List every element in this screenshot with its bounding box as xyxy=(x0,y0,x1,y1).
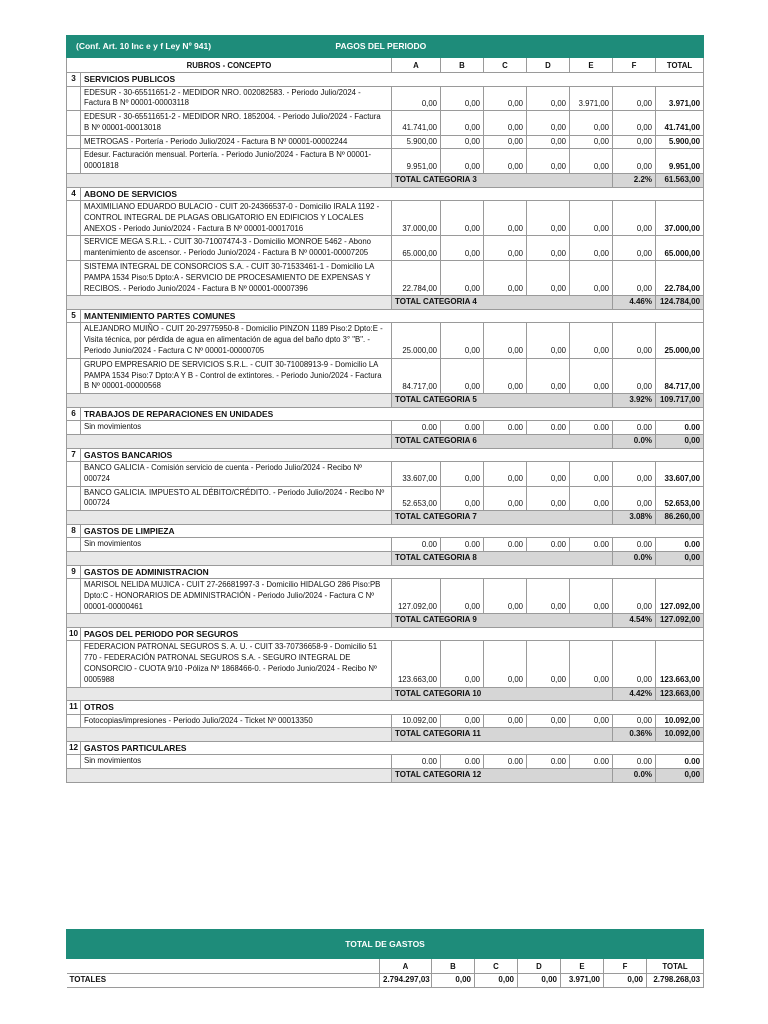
category-percent: 4.54% xyxy=(613,614,656,628)
total-expenses-box xyxy=(66,929,703,988)
value-d: 0,00 xyxy=(527,201,570,236)
table-row xyxy=(67,714,704,728)
value-c: 0,00 xyxy=(484,135,527,149)
concept-cell: SISTEMA INTEGRAL DE CONSORCIOS S.A. - CUIT 30-71533461-1 - Domicilio LA PAMPA 1534 Piso:5 Dpto:A - SERVICIO DE PROCESAMIENTO DE EXPENSAS Y RECIBOS. - Periodo Junio/2024 - Factura B Nº 00001-00007396 xyxy=(81,261,392,296)
row-total: 41.741,00 xyxy=(656,111,704,136)
value-b: 0,00 xyxy=(441,579,484,614)
category-number: 9 xyxy=(67,565,81,579)
total-spacer xyxy=(67,511,392,525)
value-a: 9.951,00 xyxy=(392,149,441,174)
category-total: 127.092,00 xyxy=(656,614,704,628)
concept-cell: MARISOL NELIDA MUJICA - CUIT 27-26681997-3 - Domicilio HIDALGO 286 Piso:PB Dpto:C - HONORARIOS DE ADMINISTRACIÓN - Periodo Julio/2024 - Factura C Nº 00001-00000461 xyxy=(81,579,392,614)
value-f: 0,00 xyxy=(613,358,656,393)
value-f: 0,00 xyxy=(613,462,656,487)
category-percent: 0.0% xyxy=(613,552,656,566)
row-spacer xyxy=(67,149,81,174)
value-f: 0.00 xyxy=(613,538,656,552)
value-f: 0,00 xyxy=(613,261,656,296)
totals-label: TOTALES xyxy=(67,974,380,988)
value-c: 0,00 xyxy=(484,201,527,236)
value-f: 0,00 xyxy=(613,579,656,614)
value-c: 0,00 xyxy=(484,111,527,136)
concept-cell: FEDERACION PATRONAL SEGUROS S. A. U. - CUIT 33-70736658-9 - Domicilio 51 770 - FEDERACIÓN PATRONAL SEGUROS S.A. - SEGURO INTEGRAL DE CONSORCIO - CUOTA 9/10 -Póliza Nº 1868466-0. - Periodo Junio/2024 - Recibo Nº 0005988 xyxy=(81,641,392,687)
concept-cell: GRUPO EMPRESARIO DE SERVICIOS S.R.L. - CUIT 30-71008913-9 - Domicilio LA PAMPA 1534 Piso:7 Dpto:A Y B - Control de extintores. - Periodo Junio/2024 - Factura B Nº 00001-00000568 xyxy=(81,358,392,393)
value-b: 0,00 xyxy=(441,149,484,174)
category-percent: 3.08% xyxy=(613,511,656,525)
table-row xyxy=(67,236,704,261)
row-total: 25.000,00 xyxy=(656,323,704,358)
total-spacer xyxy=(67,394,392,408)
row-spacer xyxy=(67,714,81,728)
category-total: 10.092,00 xyxy=(656,728,704,742)
row-spacer xyxy=(67,579,81,614)
value-e: 0.00 xyxy=(570,421,613,435)
value-b: 0,00 xyxy=(441,135,484,149)
concept-cell: METROGAS - Portería - Periodo Julio/2024 - Factura B Nº 00001-00002244 xyxy=(81,135,392,149)
row-total: 10.092,00 xyxy=(656,714,704,728)
category-total: 0,00 xyxy=(656,769,704,783)
category-number: 5 xyxy=(67,309,81,323)
row-spacer xyxy=(67,755,81,769)
category-header-row xyxy=(67,565,704,579)
category-total-label: TOTAL CATEGORIA 12 xyxy=(392,769,613,783)
value-d: 0.00 xyxy=(527,538,570,552)
value-a: 41.741,00 xyxy=(392,111,441,136)
table-row xyxy=(67,486,704,511)
row-total: 0.00 xyxy=(656,421,704,435)
totals-d: 0,00 xyxy=(518,974,561,988)
value-a: 84.717,00 xyxy=(392,358,441,393)
value-d: 0,00 xyxy=(527,486,570,511)
value-d: 0,00 xyxy=(527,111,570,136)
payments-table xyxy=(66,35,704,783)
value-c: 0.00 xyxy=(484,538,527,552)
value-a: 5.900,00 xyxy=(392,135,441,149)
total-spacer xyxy=(67,435,392,449)
value-b: 0,00 xyxy=(441,486,484,511)
value-b: 0.00 xyxy=(441,421,484,435)
category-total: 86.260,00 xyxy=(656,511,704,525)
concept-cell: SERVICE MEGA S.R.L. - CUIT 30-71007474-3 - Domicilio MONROE 5462 - Abono mantenimiento de ascensor. - Periodo Junio/2024 - Factura B Nº 00001-00007205 xyxy=(81,236,392,261)
category-total-row xyxy=(67,552,704,566)
value-e: 0,00 xyxy=(570,261,613,296)
value-c: 0,00 xyxy=(484,714,527,728)
category-header-row xyxy=(67,741,704,755)
value-b: 0,00 xyxy=(441,714,484,728)
value-e: 0,00 xyxy=(570,462,613,487)
report-title: PAGOS DEL PERIODO xyxy=(335,41,427,52)
row-spacer xyxy=(67,201,81,236)
value-a: 52.653,00 xyxy=(392,486,441,511)
totals-total: 2.798.268,03 xyxy=(647,974,704,988)
category-total-label: TOTAL CATEGORIA 10 xyxy=(392,687,613,701)
category-name: GASTOS DE ADMINISTRACION xyxy=(81,565,704,579)
category-total-row xyxy=(67,728,704,742)
category-name: MANTENIMIENTO PARTES COMUNES xyxy=(81,309,704,323)
value-b: 0,00 xyxy=(441,462,484,487)
table-row xyxy=(67,421,704,435)
value-f: 0,00 xyxy=(613,486,656,511)
category-name: SERVICIOS PUBLICOS xyxy=(81,73,704,87)
category-total-label: TOTAL CATEGORIA 9 xyxy=(392,614,613,628)
col-header-total: TOTAL xyxy=(656,58,704,73)
row-total: 33.607,00 xyxy=(656,462,704,487)
category-header-row xyxy=(67,309,704,323)
total-spacer xyxy=(67,296,392,310)
value-c: 0,00 xyxy=(484,358,527,393)
col-header-a: A xyxy=(392,58,441,73)
value-a: 10.092,00 xyxy=(392,714,441,728)
value-a: 0.00 xyxy=(392,538,441,552)
category-total-row xyxy=(67,614,704,628)
category-percent: 0.0% xyxy=(613,769,656,783)
value-a: 22.784,00 xyxy=(392,261,441,296)
category-total-row xyxy=(67,296,704,310)
conf-label: (Conf. Art. 10 Inc e y f Ley Nº 941) xyxy=(76,41,212,52)
value-d: 0,00 xyxy=(527,149,570,174)
value-f: 0,00 xyxy=(613,641,656,687)
value-c: 0,00 xyxy=(484,323,527,358)
value-f: 0,00 xyxy=(613,714,656,728)
value-c: 0,00 xyxy=(484,261,527,296)
row-total: 0.00 xyxy=(656,538,704,552)
row-total: 65.000,00 xyxy=(656,236,704,261)
total-spacer xyxy=(67,687,392,701)
table-row xyxy=(67,641,704,687)
category-number: 10 xyxy=(67,627,81,641)
value-a: 0.00 xyxy=(392,421,441,435)
category-total-label: TOTAL CATEGORIA 11 xyxy=(392,728,613,742)
category-total: 61.563,00 xyxy=(656,174,704,188)
value-e: 0,00 xyxy=(570,236,613,261)
concept-cell: BANCO GALICIA - Comisión servicio de cuenta - Periodo Julio/2024 - Recibo Nº 000724 xyxy=(81,462,392,487)
value-d: 0,00 xyxy=(527,714,570,728)
category-header-row xyxy=(67,701,704,715)
concept-cell: Sin movimientos xyxy=(81,755,392,769)
value-f: 0,00 xyxy=(613,201,656,236)
value-d: 0,00 xyxy=(527,86,570,111)
totals-col-e: E xyxy=(561,959,604,974)
category-total-label: TOTAL CATEGORIA 4 xyxy=(392,296,613,310)
category-name: TRABAJOS DE REPARACIONES EN UNIDADES xyxy=(81,407,704,421)
value-d: 0,00 xyxy=(527,579,570,614)
row-spacer xyxy=(67,421,81,435)
value-a: 0.00 xyxy=(392,755,441,769)
value-d: 0,00 xyxy=(527,135,570,149)
table-row xyxy=(67,755,704,769)
value-c: 0,00 xyxy=(484,579,527,614)
value-f: 0,00 xyxy=(613,135,656,149)
table-row xyxy=(67,261,704,296)
category-name: GASTOS BANCARIOS xyxy=(81,448,704,462)
value-b: 0,00 xyxy=(441,201,484,236)
value-d: 0,00 xyxy=(527,236,570,261)
value-b: 0,00 xyxy=(441,111,484,136)
total-spacer xyxy=(67,614,392,628)
category-header-row xyxy=(67,627,704,641)
column-header-row xyxy=(67,58,704,73)
totals-table xyxy=(66,929,704,988)
category-total-label: TOTAL CATEGORIA 8 xyxy=(392,552,613,566)
value-e: 0,00 xyxy=(570,111,613,136)
category-total-row xyxy=(67,435,704,449)
category-number: 4 xyxy=(67,187,81,201)
value-c: 0,00 xyxy=(484,486,527,511)
table-row xyxy=(67,538,704,552)
category-header-row xyxy=(67,407,704,421)
value-e: 0,00 xyxy=(570,201,613,236)
category-percent: 3.92% xyxy=(613,394,656,408)
concept-cell: Fotocopias/impresiones - Periodo Julio/2024 - Ticket Nº 00013350 xyxy=(81,714,392,728)
value-a: 25.000,00 xyxy=(392,323,441,358)
value-f: 0.00 xyxy=(613,755,656,769)
category-total-row xyxy=(67,174,704,188)
value-d: 0,00 xyxy=(527,323,570,358)
value-b: 0,00 xyxy=(441,641,484,687)
table-row xyxy=(67,201,704,236)
table-row xyxy=(67,462,704,487)
category-number: 6 xyxy=(67,407,81,421)
table-row xyxy=(67,135,704,149)
category-header-row xyxy=(67,448,704,462)
total-spacer xyxy=(67,769,392,783)
category-total-label: TOTAL CATEGORIA 6 xyxy=(392,435,613,449)
row-spacer xyxy=(67,538,81,552)
value-c: 0,00 xyxy=(484,86,527,111)
row-total: 9.951,00 xyxy=(656,149,704,174)
value-e: 3.971,00 xyxy=(570,86,613,111)
concept-cell: Edesur. Facturación mensual. Portería. - Periodo Junio/2024 - Factura B Nº 00001-00001818 xyxy=(81,149,392,174)
col-header-c: C xyxy=(484,58,527,73)
totals-c: 0,00 xyxy=(475,974,518,988)
row-spacer xyxy=(67,358,81,393)
category-number: 3 xyxy=(67,73,81,87)
category-total-row xyxy=(67,394,704,408)
totals-row xyxy=(67,974,704,988)
total-spacer xyxy=(67,552,392,566)
totals-b: 0,00 xyxy=(432,974,475,988)
category-percent: 4.42% xyxy=(613,687,656,701)
category-number: 12 xyxy=(67,741,81,755)
row-spacer xyxy=(67,111,81,136)
category-name: GASTOS PARTICULARES xyxy=(81,741,704,755)
row-spacer xyxy=(67,135,81,149)
value-f: 0,00 xyxy=(613,111,656,136)
col-header-b: B xyxy=(441,58,484,73)
table-row xyxy=(67,111,704,136)
row-total: 37.000,00 xyxy=(656,201,704,236)
totals-title: TOTAL DE GASTOS xyxy=(67,930,704,959)
value-a: 65.000,00 xyxy=(392,236,441,261)
category-total: 0,00 xyxy=(656,435,704,449)
category-name: ABONO DE SERVICIOS xyxy=(81,187,704,201)
value-b: 0,00 xyxy=(441,261,484,296)
totals-header-blank xyxy=(67,959,380,974)
table-row xyxy=(67,86,704,111)
value-a: 33.607,00 xyxy=(392,462,441,487)
table-row xyxy=(67,323,704,358)
value-b: 0,00 xyxy=(441,86,484,111)
total-spacer xyxy=(67,174,392,188)
totals-col-c: C xyxy=(475,959,518,974)
totals-col-total: TOTAL xyxy=(647,959,704,974)
col-header-f: F xyxy=(613,58,656,73)
category-total-row xyxy=(67,769,704,783)
totals-header-row xyxy=(67,959,704,974)
category-total-label: TOTAL CATEGORIA 7 xyxy=(392,511,613,525)
value-f: 0,00 xyxy=(613,323,656,358)
categories-body xyxy=(67,73,704,783)
category-total: 0,00 xyxy=(656,552,704,566)
value-a: 127.092,00 xyxy=(392,579,441,614)
row-total: 123.663,00 xyxy=(656,641,704,687)
value-d: 0,00 xyxy=(527,261,570,296)
row-total: 52.653,00 xyxy=(656,486,704,511)
row-spacer xyxy=(67,86,81,111)
value-e: 0,00 xyxy=(570,486,613,511)
category-total: 123.663,00 xyxy=(656,687,704,701)
concept-cell: MAXIMILIANO EDUARDO BULACIO - CUIT 20-24366537-0 - Domicilio IRALA 1192 - CONTROL INTEGRAL DE PLAGAS OBLIGATORIO EN EDIFICIOS Y LOCALES ANEXOS - Periodo Junio/2024 - Factura B Nº 00001-00017016 xyxy=(81,201,392,236)
category-number: 11 xyxy=(67,701,81,715)
col-header-d: D xyxy=(527,58,570,73)
category-total-row xyxy=(67,511,704,525)
concept-cell: EDESUR - 30-65511651-2 - MEDIDOR NRO. 002082583. - Periodo Julio/2024 - Factura B Nº 00001-00003118 xyxy=(81,86,392,111)
totals-col-d: D xyxy=(518,959,561,974)
totals-e: 3.971,00 xyxy=(561,974,604,988)
category-percent: 0.36% xyxy=(613,728,656,742)
value-e: 0,00 xyxy=(570,323,613,358)
row-spacer xyxy=(67,641,81,687)
row-total: 84.717,00 xyxy=(656,358,704,393)
value-c: 0.00 xyxy=(484,421,527,435)
category-header-row xyxy=(67,524,704,538)
col-header-e: E xyxy=(570,58,613,73)
concept-cell: EDESUR - 30-65511651-2 - MEDIDOR NRO. 1852004. - Periodo Julio/2024 - Factura B Nº 00001-00013018 xyxy=(81,111,392,136)
value-e: 0.00 xyxy=(570,755,613,769)
concept-cell: BANCO GALICIA. IMPUESTO AL DÉBITO/CRÉDITO. - Periodo Julio/2024 - Recibo Nº 000724 xyxy=(81,486,392,511)
row-spacer xyxy=(67,323,81,358)
row-total: 5.900,00 xyxy=(656,135,704,149)
value-a: 123.663,00 xyxy=(392,641,441,687)
category-total: 109.717,00 xyxy=(656,394,704,408)
col-header-concept: RUBROS - CONCEPTO xyxy=(67,58,392,73)
value-e: 0,00 xyxy=(570,714,613,728)
totals-col-a: A xyxy=(380,959,432,974)
totals-a: 2.794.297,03 xyxy=(380,974,432,988)
category-number: 8 xyxy=(67,524,81,538)
value-d: 0,00 xyxy=(527,462,570,487)
row-total: 127.092,00 xyxy=(656,579,704,614)
row-spacer xyxy=(67,261,81,296)
value-e: 0.00 xyxy=(570,538,613,552)
concept-cell: Sin movimientos xyxy=(81,421,392,435)
category-percent: 2.2% xyxy=(613,174,656,188)
value-e: 0,00 xyxy=(570,579,613,614)
value-a: 37.000,00 xyxy=(392,201,441,236)
category-name: GASTOS DE LIMPIEZA xyxy=(81,524,704,538)
totals-f: 0,00 xyxy=(604,974,647,988)
table-row xyxy=(67,149,704,174)
value-c: 0,00 xyxy=(484,462,527,487)
value-f: 0.00 xyxy=(613,421,656,435)
value-c: 0.00 xyxy=(484,755,527,769)
totals-col-f: F xyxy=(604,959,647,974)
value-c: 0,00 xyxy=(484,236,527,261)
category-header-row xyxy=(67,187,704,201)
value-f: 0,00 xyxy=(613,149,656,174)
expenses-report xyxy=(66,35,703,783)
value-b: 0,00 xyxy=(441,236,484,261)
totals-col-b: B xyxy=(432,959,475,974)
value-d: 0.00 xyxy=(527,755,570,769)
value-a: 0,00 xyxy=(392,86,441,111)
category-total: 124.784,00 xyxy=(656,296,704,310)
value-c: 0,00 xyxy=(484,149,527,174)
table-row xyxy=(67,579,704,614)
value-f: 0,00 xyxy=(613,236,656,261)
category-total-row xyxy=(67,687,704,701)
value-b: 0,00 xyxy=(441,358,484,393)
value-c: 0,00 xyxy=(484,641,527,687)
row-total: 22.784,00 xyxy=(656,261,704,296)
row-spacer xyxy=(67,486,81,511)
value-d: 0.00 xyxy=(527,421,570,435)
concept-cell: ALEJANDRO MUIÑO - CUIT 20-29775950-8 - Domicilio PINZON 1189 Piso:2 Dpto:E - Visita técnica, por pérdida de agua en alimentación de agua del baño dpto 3° "B". - Periodo Junio/2024 - Factura C Nº 00001-00000705 xyxy=(81,323,392,358)
category-percent: 0.0% xyxy=(613,435,656,449)
row-spacer xyxy=(67,462,81,487)
value-e: 0,00 xyxy=(570,149,613,174)
value-e: 0,00 xyxy=(570,135,613,149)
value-d: 0,00 xyxy=(527,641,570,687)
value-e: 0,00 xyxy=(570,641,613,687)
concept-cell: Sin movimientos xyxy=(81,538,392,552)
value-b: 0,00 xyxy=(441,323,484,358)
value-b: 0.00 xyxy=(441,538,484,552)
row-total: 0.00 xyxy=(656,755,704,769)
category-total-label: TOTAL CATEGORIA 3 xyxy=(392,174,613,188)
value-f: 0,00 xyxy=(613,86,656,111)
value-b: 0.00 xyxy=(441,755,484,769)
row-total: 3.971,00 xyxy=(656,86,704,111)
category-header-row xyxy=(67,73,704,87)
category-total-label: TOTAL CATEGORIA 5 xyxy=(392,394,613,408)
category-name: PAGOS DEL PERIODO POR SEGUROS xyxy=(81,627,704,641)
row-spacer xyxy=(67,236,81,261)
table-row xyxy=(67,358,704,393)
category-percent: 4.46% xyxy=(613,296,656,310)
category-name: OTROS xyxy=(81,701,704,715)
report-header xyxy=(67,36,704,58)
total-spacer xyxy=(67,728,392,742)
value-d: 0,00 xyxy=(527,358,570,393)
value-e: 0,00 xyxy=(570,358,613,393)
category-number: 7 xyxy=(67,448,81,462)
